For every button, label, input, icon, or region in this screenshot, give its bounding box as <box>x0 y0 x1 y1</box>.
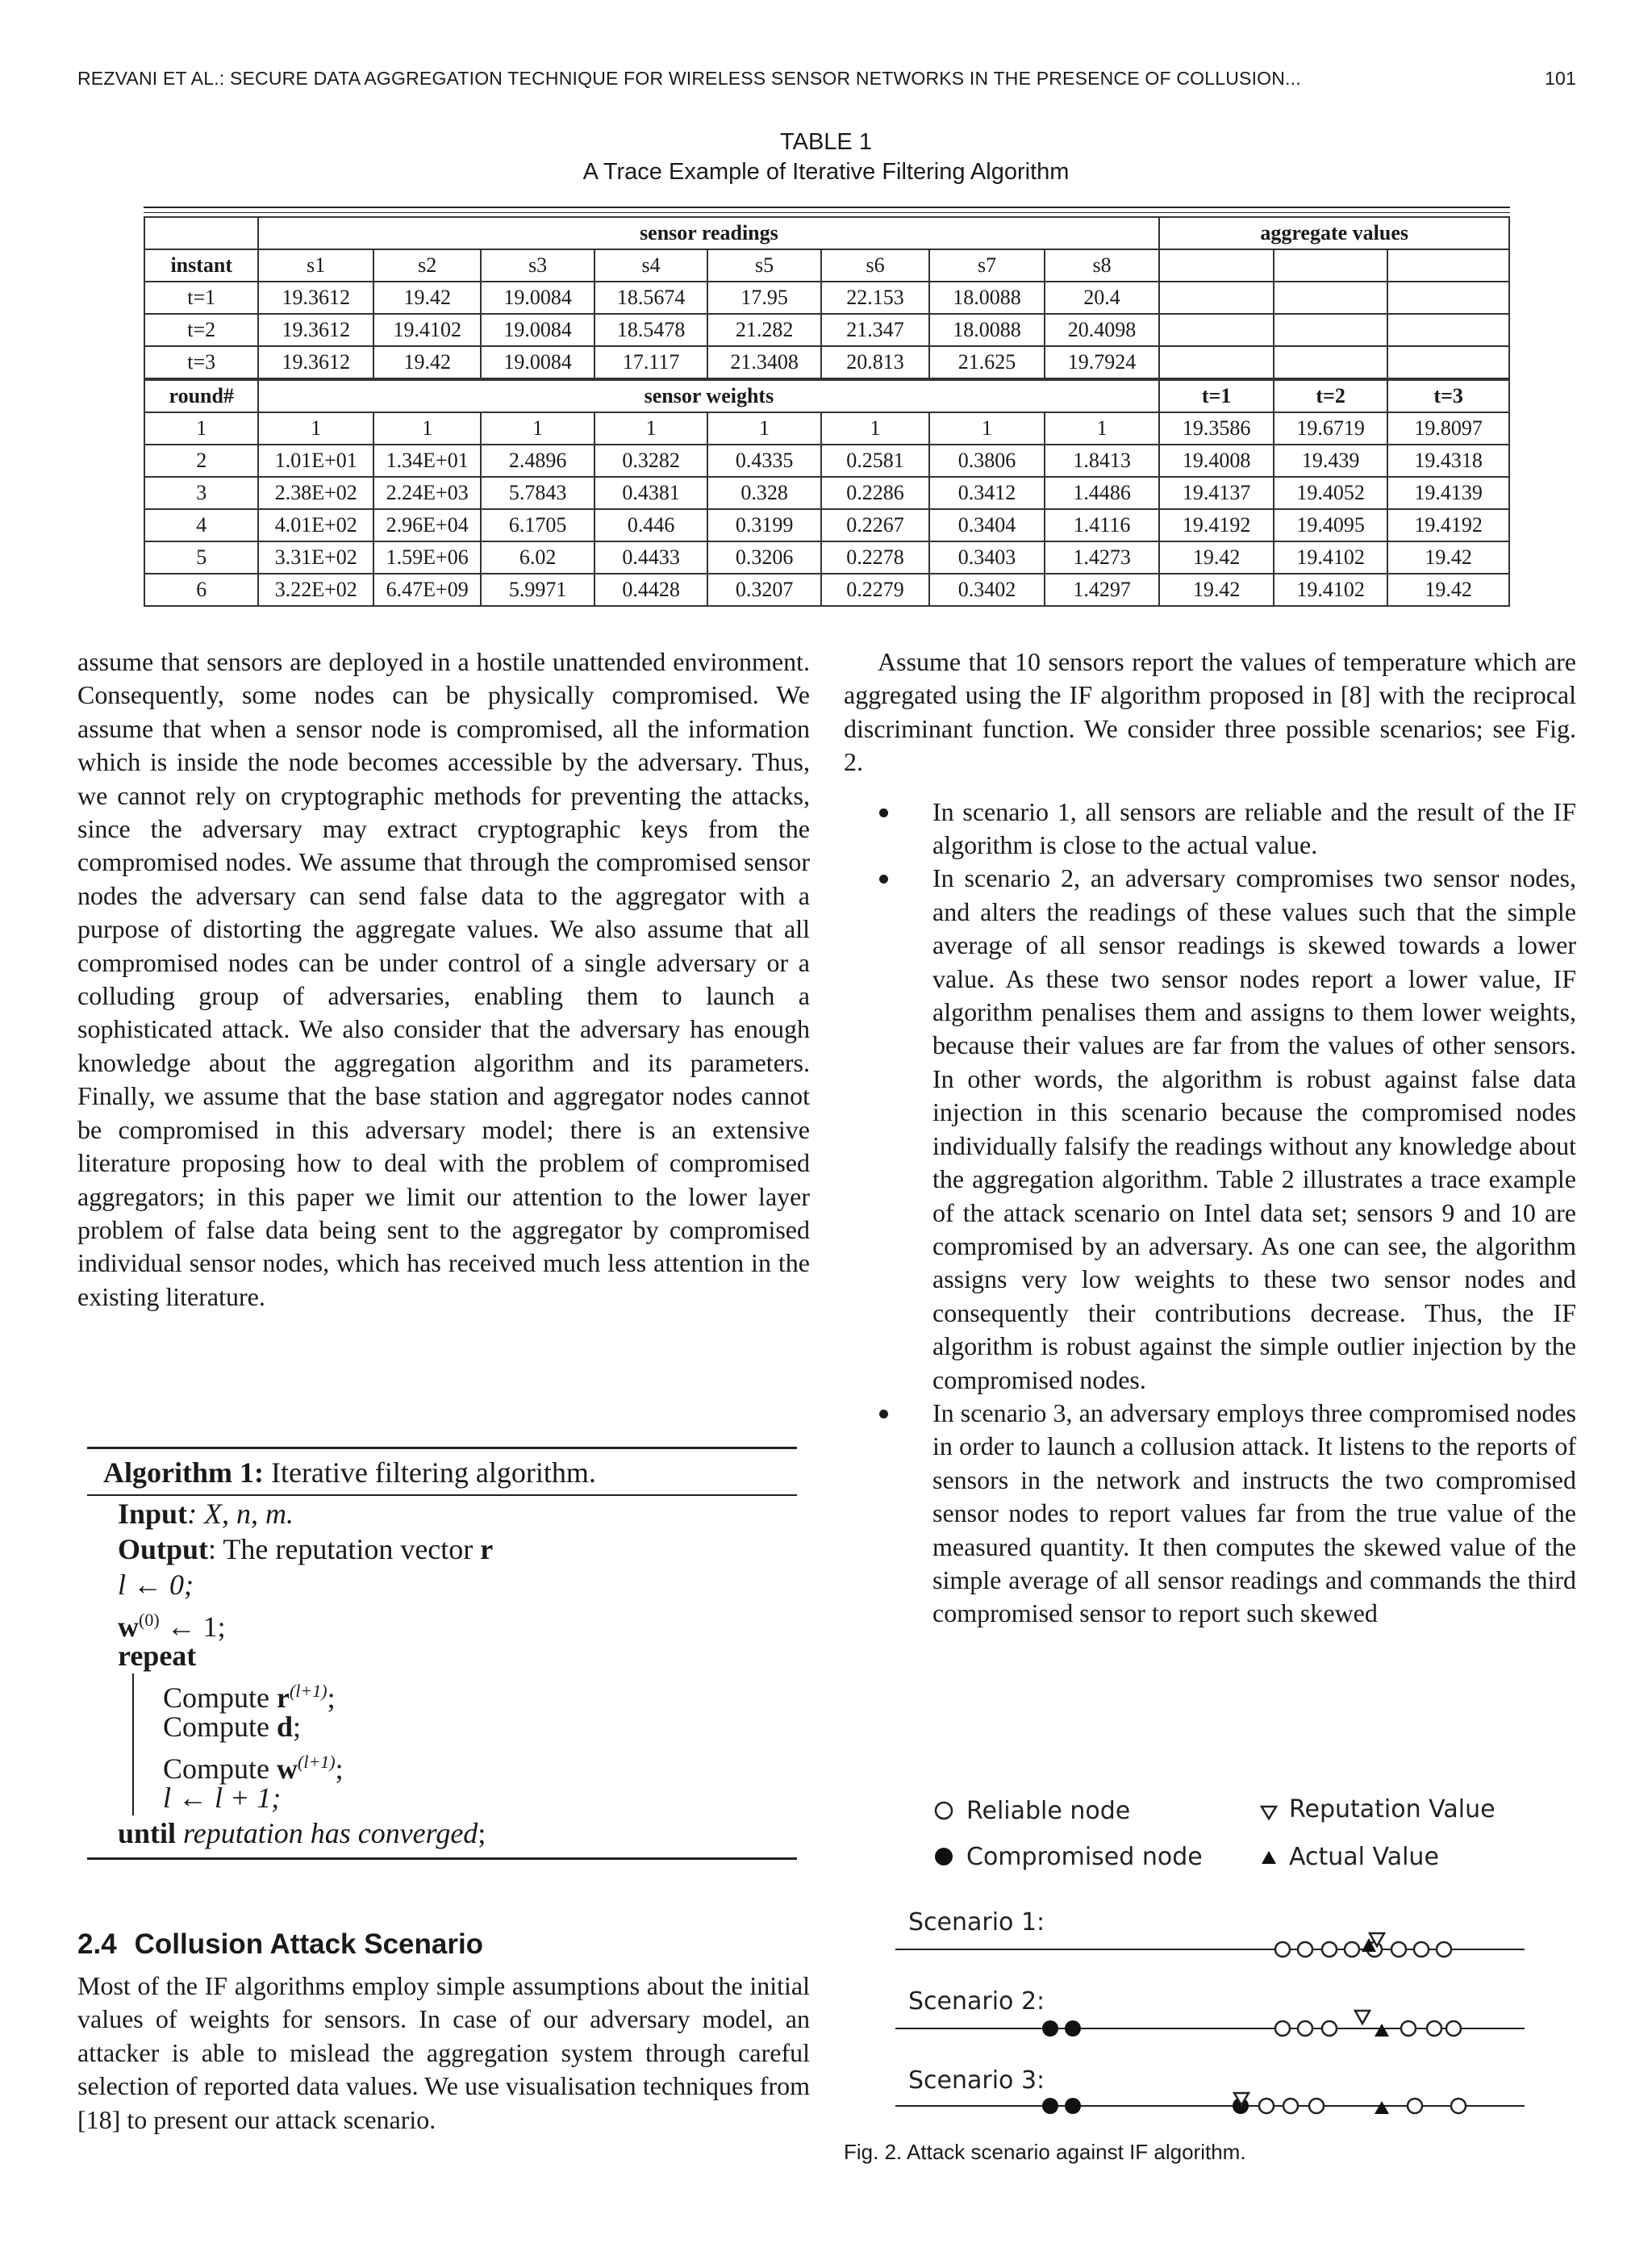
attack-scenario-figure <box>879 1772 1573 2175</box>
scenario-1-label: Scenario 1: <box>908 1908 1045 1936</box>
algorithm-bottom-rule <box>87 1857 797 1860</box>
sensor-header: s3 <box>481 249 594 282</box>
section-number: 2.4 <box>77 1928 117 1960</box>
algorithm-step3-sup: (l+1) <box>298 1752 336 1772</box>
algorithm-loop-body <box>132 1673 797 1815</box>
algorithm-output-symbol: r <box>480 1533 494 1565</box>
aggregate-cell: 19.6719 <box>1274 412 1387 445</box>
sensor-weights-table <box>144 379 1510 607</box>
algorithm-compute-word: Compute <box>163 1682 269 1714</box>
aggregate-cell: 19.4137 <box>1159 477 1273 509</box>
algorithm-title: Iterative filtering algorithm. <box>270 1456 596 1489</box>
sensor-header: s2 <box>373 249 481 282</box>
reading-cell: 17.95 <box>707 282 820 314</box>
weight-cell: 2.96E+04 <box>373 509 481 541</box>
reading-cell: 21.3408 <box>707 346 820 378</box>
list-item <box>844 796 1576 863</box>
reading-cell: 17.117 <box>594 346 707 378</box>
table-label: TABLE 1 <box>780 129 872 155</box>
algorithm-repeat-keyword: repeat <box>118 1640 197 1672</box>
reliable-node <box>1275 2021 1290 2036</box>
compromised-node <box>1065 2098 1081 2114</box>
aggregate-cell: 19.4008 <box>1159 445 1273 477</box>
weight-cell: 0.3404 <box>929 509 1045 541</box>
weight-cell: 0.3412 <box>929 477 1045 509</box>
left-column <box>77 645 810 1314</box>
algorithm-init-w-rest: ← 1; <box>159 1611 226 1643</box>
reliable-node <box>1275 1942 1290 1957</box>
table-row <box>144 477 1509 509</box>
aggregate-cell: 19.439 <box>1274 445 1387 477</box>
algorithm-until-keyword: until <box>118 1817 177 1849</box>
algorithm-step1-symbol: r <box>277 1682 290 1714</box>
weight-cell: 0.3806 <box>929 445 1045 477</box>
weight-cell: 0.4335 <box>707 445 820 477</box>
algorithm-input-label: Input <box>118 1498 188 1530</box>
body-paragraph: Most of the IF algorithms employ simple assumptions about the initial values of weights for sensors. In case of our adversary model, an attacker is able to mislead the aggregation system through careful selection of reported data values. We use visualisation techniques from [18] to present our attack scenario. <box>77 1971 810 2134</box>
reliable-node <box>1322 2021 1337 2036</box>
reliable-node <box>1446 2021 1461 2036</box>
instant-cell: t=2 <box>144 314 258 346</box>
weight-cell: 2.38E+02 <box>258 477 373 509</box>
list-item-text: In scenario 3, an adversary employs three compromised nodes in order to launch a collusion attack. It listens to the reports of sensors in the network and instructs the two compromised sensor nodes to report values far from the true value of the measured quantity. It then computes the skewed value of the simple average of all sensor readings and commands the third compromised sensor to report such skewed <box>932 1397 1576 1628</box>
list-item-text: In scenario 2, an adversary compromises two sensor nodes, and alters the readings of these values such that the simple average of all sensor readings is skewed towards a lower value. As these two sensor nodes report a lower value, IF algorithm penalises them and assigns to them lower weights, because their values are far from the values of other sensors. In other words, the algorithm is robust against false data injection in this scenario because the compromised nodes individually falsify the readings without any knowledge about the aggregation algorithm. Table 2 illustrates a trace example of the attack scenario on Intel data set; sensors 9 and 10 are compromised by an adversary. As one can see, the algorithm assigns very low weights to these two sensor nodes and consequently their contributions decrease. Thus, the IF algorithm is robust against the simple outlier injection by the compromised nodes. <box>932 863 1576 1394</box>
sensor-header: s6 <box>821 249 929 282</box>
algorithm-box <box>87 1447 797 1860</box>
weight-cell: 1 <box>1045 412 1160 445</box>
round-cell: 1 <box>144 412 258 445</box>
running-title: REZVANI ET AL.: SECURE DATA AGGREGATION TECHNIQUE FOR WIRELESS SENSOR NETWORKS IN THE PRESENCE OF COLLUSION... <box>77 68 1301 89</box>
weight-cell: 0.4433 <box>594 541 707 574</box>
table-row <box>144 412 1509 445</box>
weight-cell: 1.4116 <box>1045 509 1160 541</box>
weight-cell: 6.02 <box>481 541 594 574</box>
weight-cell: 0.4428 <box>594 574 707 606</box>
reading-cell: 19.4102 <box>373 314 481 346</box>
algorithm-input-line <box>87 1496 797 1531</box>
reading-cell: 19.0084 <box>481 346 594 378</box>
weight-cell: 0.3199 <box>707 509 820 541</box>
instant-cell: t=3 <box>144 346 258 378</box>
weight-cell: 5.7843 <box>481 477 594 509</box>
weight-cell: 0.2581 <box>821 445 929 477</box>
algorithm-step3-symbol: w <box>277 1753 298 1785</box>
weight-cell: 3.31E+02 <box>258 541 373 574</box>
weight-cell: 0.3403 <box>929 541 1045 574</box>
reading-cell: 21.282 <box>707 314 820 346</box>
reading-cell: 19.0084 <box>481 314 594 346</box>
weight-cell: 1.4486 <box>1045 477 1160 509</box>
weight-cell: 0.2286 <box>821 477 929 509</box>
compromised-node-icon <box>935 1848 953 1865</box>
algorithm-compute-word: Compute <box>163 1711 269 1743</box>
page-number: 101 <box>1545 68 1576 89</box>
table-title: A Trace Example of Iterative Filtering Algorithm <box>582 159 1070 185</box>
figure-caption: Fig. 2. Attack scenario against IF algorithm. <box>844 2140 1246 2164</box>
algorithm-step1-sup: (l+1) <box>289 1681 327 1701</box>
reading-cell: 20.4 <box>1045 282 1160 314</box>
weight-cell: 5.9971 <box>481 574 594 606</box>
reading-cell: 20.813 <box>821 346 929 378</box>
weight-cell: 1.59E+06 <box>373 541 481 574</box>
aggregate-cell: 19.42 <box>1159 541 1273 574</box>
actual-value-marker <box>1375 2101 1389 2114</box>
empty-cell <box>1274 282 1387 314</box>
list-item <box>844 1397 1576 1631</box>
compromised-node <box>1042 2098 1058 2114</box>
table-caption <box>0 129 1652 186</box>
weight-cell: 0.2278 <box>821 541 929 574</box>
aggregate-cell: 19.4052 <box>1274 477 1387 509</box>
empty-cell <box>1159 249 1273 282</box>
aggregate-cell: 19.4192 <box>1387 509 1509 541</box>
aggregate-cell: 19.3586 <box>1159 412 1273 445</box>
weight-cell: 0.3282 <box>594 445 707 477</box>
table-row <box>144 541 1509 574</box>
body-paragraph: assume that sensors are deployed in a hostile unattended environment. Consequently, some nodes can be physically compromised. We assume that when a sensor node is compromised, all the information which is inside the node becomes accessible by the adversary. Thus, we cannot rely on cryptographic methods for preventing the attacks, since the adversary may extract cryptographic keys from the compromised nodes. We assume that through the compromised sensor nodes the adversary can send false data to the aggregator with a purpose of distorting the aggregate values. We also assume that all compromised nodes can be under control of a single adversary or a colluding group of adversaries, enabling them to launch a sophisticated attack. We also consider that the adversary has enough knowledge about the aggregation algorithm and its parameters. Finally, we assume that the base station and aggregator nodes cannot be compromised in this adversary model; there is an extensive literature proposing how to deal with the problem of compromised aggregators; in this paper we limit our attention to the lower layer problem of false data being sent to the aggregator by compromised individual sensor nodes, which has received much less attention in the existing literature. <box>77 647 810 1311</box>
algorithm-input-value: : X, n, m. <box>187 1498 294 1530</box>
table-row <box>144 346 1509 378</box>
reliable-node <box>1322 1942 1337 1957</box>
empty-cell <box>1387 314 1509 346</box>
reading-cell: 19.42 <box>373 346 481 378</box>
bullet-icon <box>879 875 888 884</box>
algorithm-label: Algorithm 1: <box>103 1456 264 1489</box>
algorithm-init-w-symbol: w <box>118 1611 139 1643</box>
actual-triangle-icon <box>1262 1851 1276 1864</box>
weight-cell: 1.34E+01 <box>373 445 481 477</box>
algorithm-init-w <box>87 1602 797 1643</box>
weight-cell: 6.47E+09 <box>373 574 481 606</box>
compromised-node <box>1065 2020 1081 2037</box>
reliable-node-icon <box>936 1803 952 1819</box>
reading-cell: 19.42 <box>373 282 481 314</box>
weight-cell: 6.1705 <box>481 509 594 541</box>
aggregate-values-header: aggregate values <box>1159 217 1509 249</box>
reading-cell: 19.7924 <box>1045 346 1160 378</box>
empty-cell <box>1274 346 1387 378</box>
empty-cell <box>1159 346 1273 378</box>
table-row <box>144 282 1509 314</box>
algorithm-compute-word: Compute <box>163 1753 269 1785</box>
reliable-node <box>1391 1942 1406 1957</box>
algorithm-until-line: until reputation has converged; <box>118 1817 486 1849</box>
reputation-value-marker <box>1355 2011 1370 2024</box>
actual-value-marker <box>1375 2024 1389 2037</box>
reading-cell: 21.625 <box>929 346 1045 378</box>
sensor-header: s4 <box>594 249 707 282</box>
body-paragraph: Assume that 10 sensors report the values of temperature which are aggregated using the IF algorithm proposed in [8] with the reciprocal discriminant function. We consider three possible scenarios; see Fig. 2. <box>844 647 1576 777</box>
reliable-node <box>1309 2099 1324 2113</box>
reliable-node <box>1451 2099 1466 2113</box>
round-cell: 2 <box>144 445 258 477</box>
weight-cell: 1.4297 <box>1045 574 1160 606</box>
reading-cell: 21.347 <box>821 314 929 346</box>
instant-cell: t=1 <box>144 282 258 314</box>
round-cell: 3 <box>144 477 258 509</box>
weight-cell: 1 <box>258 412 373 445</box>
round-cell: 4 <box>144 509 258 541</box>
table-row <box>144 314 1509 346</box>
weight-cell: 1 <box>707 412 820 445</box>
algorithm-until-condition: reputation has converged <box>183 1817 478 1849</box>
sensor-readings-table <box>144 216 1510 379</box>
algorithm-step4: l ← l + 1; <box>163 1782 282 1814</box>
reading-cell: 22.153 <box>821 282 929 314</box>
reliable-node <box>1401 2021 1416 2036</box>
reading-cell: 18.5478 <box>594 314 707 346</box>
reliable-node <box>1408 2099 1422 2113</box>
reputation-triangle-icon <box>1262 1807 1276 1819</box>
scenario-list <box>844 796 1576 1631</box>
table-top-rule-thin <box>144 212 1510 213</box>
empty-cell <box>1159 282 1273 314</box>
reliable-node <box>1298 1942 1312 1957</box>
aggregate-cell: 19.4095 <box>1274 509 1387 541</box>
weight-cell: 0.2267 <box>821 509 929 541</box>
weight-cell: 1 <box>373 412 481 445</box>
sensor-weights-header: sensor weights <box>258 380 1159 412</box>
empty-cell <box>1387 249 1509 282</box>
sensor-header: s5 <box>707 249 820 282</box>
weight-cell: 0.3206 <box>707 541 820 574</box>
aggregate-cell: 19.42 <box>1387 541 1509 574</box>
weight-cell: 1 <box>481 412 594 445</box>
reading-cell: 19.0084 <box>481 282 594 314</box>
weight-cell: 0.328 <box>707 477 820 509</box>
bullet-icon <box>879 808 888 817</box>
right-column <box>844 645 1576 1631</box>
legend-compromised: Compromised node <box>966 1843 1203 1871</box>
reliable-node <box>1345 1942 1359 1957</box>
aggregate-cell: 19.4318 <box>1387 445 1509 477</box>
aggregate-cell: 19.4192 <box>1159 509 1273 541</box>
round-header: round# <box>144 380 258 412</box>
reading-cell: 18.0088 <box>929 282 1045 314</box>
table-corner-cell <box>144 217 258 249</box>
instant-header: instant <box>144 249 258 282</box>
weight-cell: 4.01E+02 <box>258 509 373 541</box>
empty-cell <box>1274 249 1387 282</box>
table-row <box>144 509 1509 541</box>
round-cell: 5 <box>144 541 258 574</box>
legend-reputation: Reputation Value <box>1289 1795 1496 1824</box>
algorithm-heading <box>87 1449 797 1496</box>
running-header <box>77 68 1576 90</box>
empty-cell <box>1159 314 1273 346</box>
sensor-header: s1 <box>258 249 373 282</box>
legend-reliable: Reliable node <box>966 1797 1131 1825</box>
weight-cell: 2.4896 <box>481 445 594 477</box>
algorithm-init-l: l ← 0; <box>118 1569 194 1601</box>
scenario-2-label: Scenario 2: <box>908 1987 1045 2016</box>
reading-cell: 18.5674 <box>594 282 707 314</box>
algorithm-init-w-sup: (0) <box>139 1610 160 1630</box>
empty-cell <box>1387 282 1509 314</box>
weight-cell: 1.01E+01 <box>258 445 373 477</box>
list-item-text: In scenario 1, all sensors are reliable and the result of the IF algorithm is close to the actual value. <box>932 796 1576 860</box>
weight-cell: 1 <box>821 412 929 445</box>
aggregate-cell: 19.42 <box>1159 574 1273 606</box>
algorithm-step2-symbol: d <box>277 1711 294 1743</box>
list-item <box>844 862 1576 1397</box>
algorithm-output-value: : The reputation vector <box>208 1533 473 1565</box>
compromised-node <box>1042 2020 1058 2037</box>
weight-cell: 1.4273 <box>1045 541 1160 574</box>
table-row <box>144 574 1509 606</box>
sensor-readings-header: sensor readings <box>258 217 1159 249</box>
empty-cell <box>1274 314 1387 346</box>
empty-cell <box>1387 346 1509 378</box>
reliable-node <box>1283 2099 1298 2113</box>
weight-cell: 0.3207 <box>707 574 820 606</box>
scenario-3-label: Scenario 3: <box>908 2066 1045 2095</box>
weight-cell: 1 <box>594 412 707 445</box>
reliable-node <box>1259 2099 1274 2113</box>
algorithm-step: Compute d; <box>163 1711 302 1743</box>
weight-cell: 3.22E+02 <box>258 574 373 606</box>
reliable-node <box>1427 2021 1441 2036</box>
table-row <box>144 445 1509 477</box>
weight-cell: 2.24E+03 <box>373 477 481 509</box>
reading-cell: 19.3612 <box>258 314 373 346</box>
table-top-rule <box>144 207 1510 208</box>
algorithm-output-line <box>87 1531 797 1567</box>
aggregate-cell: 19.42 <box>1387 574 1509 606</box>
time-header: t=1 <box>1159 380 1273 412</box>
section-heading <box>77 1928 483 1961</box>
sensor-header: s8 <box>1045 249 1160 282</box>
reading-cell: 20.4098 <box>1045 314 1160 346</box>
time-header: t=3 <box>1387 380 1509 412</box>
reading-cell: 19.3612 <box>258 282 373 314</box>
algorithm-output-label: Output <box>118 1533 209 1565</box>
legend-actual: Actual Value <box>1289 1843 1439 1871</box>
bullet-icon <box>879 1410 888 1418</box>
reliable-node <box>1437 1942 1451 1957</box>
weight-cell: 1 <box>929 412 1045 445</box>
section-title: Collusion Attack Scenario <box>134 1928 484 1960</box>
weight-cell: 1.8413 <box>1045 445 1160 477</box>
reading-cell: 19.3612 <box>258 346 373 378</box>
algorithm-step: Compute $r^{(l+1)}$; <box>163 1681 336 1714</box>
aggregate-cell: 19.4102 <box>1274 541 1387 574</box>
aggregate-cell: 19.8097 <box>1387 412 1509 445</box>
reading-cell: 18.0088 <box>929 314 1045 346</box>
algorithm-step: Compute $w^{(l+1)}$; <box>163 1752 344 1785</box>
weight-cell: 0.446 <box>594 509 707 541</box>
weight-cell: 0.4381 <box>594 477 707 509</box>
section-paragraph <box>77 1970 810 2137</box>
round-cell: 6 <box>144 574 258 606</box>
aggregate-cell: 19.4102 <box>1274 574 1387 606</box>
weight-cell: 0.2279 <box>821 574 929 606</box>
reliable-node <box>1414 1942 1429 1957</box>
sensor-header: s7 <box>929 249 1045 282</box>
weight-cell: 0.3402 <box>929 574 1045 606</box>
reliable-node <box>1298 2021 1312 2036</box>
aggregate-cell: 19.4139 <box>1387 477 1509 509</box>
time-header: t=2 <box>1274 380 1387 412</box>
